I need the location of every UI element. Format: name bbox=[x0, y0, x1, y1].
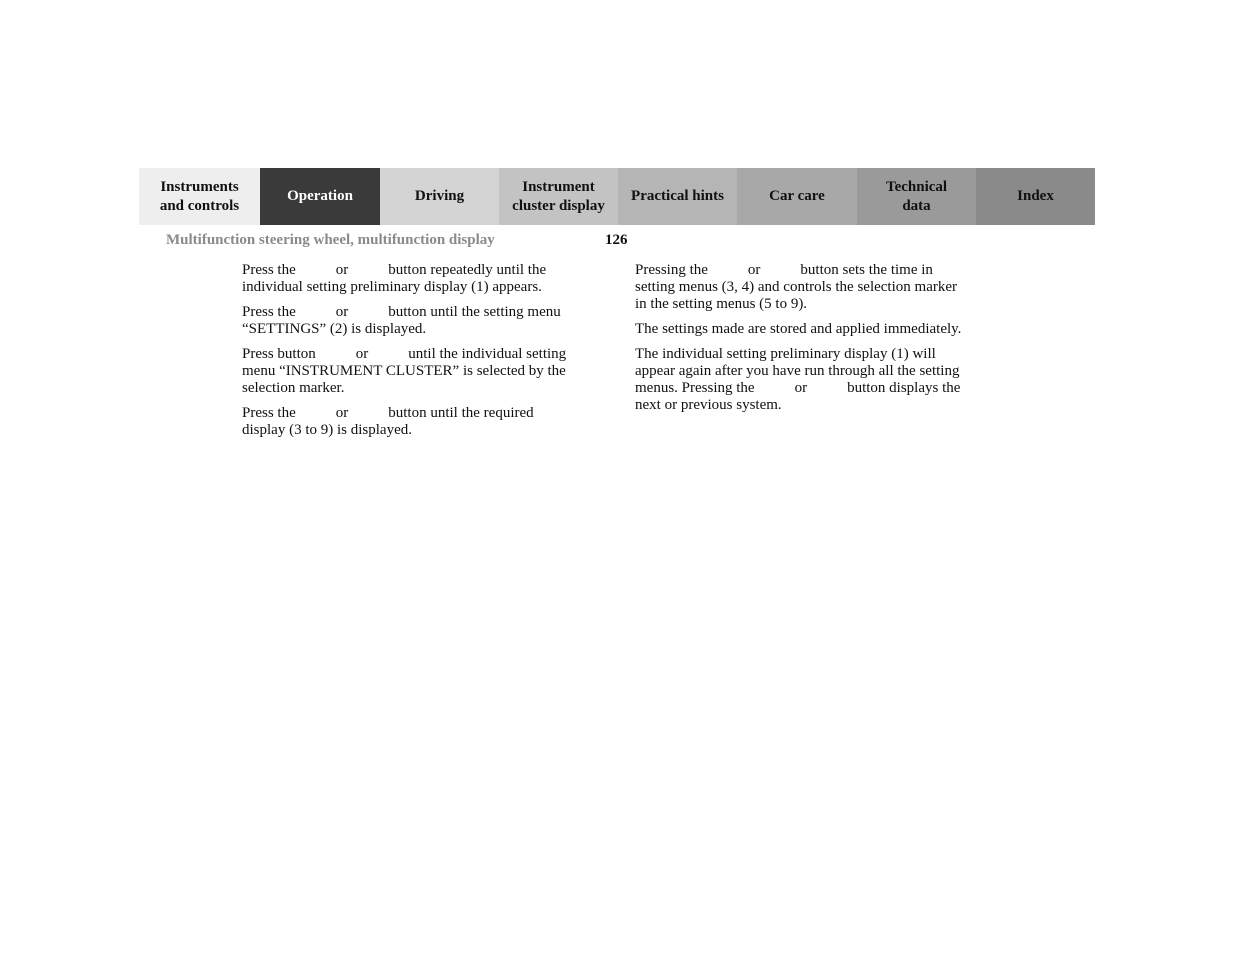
tab-practical-hints[interactable] bbox=[618, 168, 737, 225]
text-fragment: or bbox=[335, 405, 349, 421]
text-fragment: Press the bbox=[242, 405, 296, 421]
tab-label: Instruments and controls bbox=[159, 178, 240, 214]
text-line: display (3 to 9) is displayed. bbox=[242, 422, 412, 438]
text-fragment: button displays the bbox=[847, 380, 961, 396]
text-line: The individual setting preliminary display (1) will bbox=[635, 346, 936, 362]
text-line: individual setting preliminary display (1) appears. bbox=[242, 279, 542, 295]
text-line: in the setting menus (5 to 9). bbox=[635, 296, 808, 312]
instruction-paragraph bbox=[242, 304, 598, 338]
tab-label: Technical data bbox=[885, 178, 948, 214]
text-fragment: Pressing the bbox=[635, 262, 708, 278]
text-fragment: until the individual setting bbox=[408, 346, 567, 362]
text-fragment: menus. Pressing the bbox=[635, 380, 755, 396]
instruction-paragraph bbox=[635, 262, 991, 313]
section-title: Multifunction steering wheel, multifunction display bbox=[166, 232, 495, 248]
left-column bbox=[242, 262, 598, 447]
text-line: “SETTINGS” (2) is displayed. bbox=[242, 321, 427, 337]
text-fragment: button repeatedly until the bbox=[388, 262, 547, 278]
tab-label: Practical hints bbox=[631, 188, 724, 204]
text-fragment: button until the required bbox=[388, 405, 534, 421]
instruction-paragraph bbox=[635, 321, 991, 338]
instruction-paragraph bbox=[242, 346, 598, 397]
tab-technical-data[interactable] bbox=[857, 168, 976, 225]
text-line bbox=[242, 405, 598, 422]
text-line bbox=[242, 262, 598, 279]
instruction-paragraph bbox=[242, 405, 598, 439]
text-line bbox=[635, 380, 991, 397]
text-line bbox=[242, 304, 598, 321]
text-fragment: or bbox=[335, 262, 349, 278]
tab-label: Driving bbox=[414, 188, 465, 204]
tab-label: Index bbox=[1017, 188, 1054, 204]
chapter-tab-bar bbox=[139, 168, 1095, 225]
text-line: setting menus (3, 4) and controls the selection marker bbox=[635, 279, 957, 295]
text-line bbox=[635, 262, 991, 279]
instruction-paragraph bbox=[635, 346, 991, 414]
tab-label: Instrument cluster display bbox=[512, 178, 605, 214]
tab-driving[interactable] bbox=[380, 168, 499, 225]
tab-label: Operation bbox=[287, 188, 353, 204]
text-fragment: Press the bbox=[242, 262, 296, 278]
instruction-paragraph bbox=[242, 262, 598, 296]
text-line: appear again after you have run through all the setting bbox=[635, 363, 960, 379]
text-fragment: Press button bbox=[242, 346, 316, 362]
tab-label: Car care bbox=[769, 188, 825, 204]
tab-car-care[interactable] bbox=[737, 168, 857, 225]
text-line: The settings made are stored and applied immediately. bbox=[635, 321, 962, 337]
text-line: next or previous system. bbox=[635, 397, 782, 413]
right-column bbox=[635, 262, 991, 422]
text-fragment: or bbox=[747, 262, 761, 278]
tab-instrument-cluster-display[interactable] bbox=[499, 168, 618, 225]
text-fragment: Press the bbox=[242, 304, 296, 320]
page-number: 126 bbox=[605, 232, 628, 248]
text-line bbox=[242, 346, 598, 363]
text-line: menu “INSTRUMENT CLUSTER” is selected by the bbox=[242, 363, 566, 379]
text-fragment: or bbox=[335, 304, 349, 320]
tab-instruments-and-controls[interactable] bbox=[139, 168, 260, 225]
text-fragment: button until the setting menu bbox=[388, 304, 561, 320]
text-fragment: or bbox=[794, 380, 808, 396]
tab-operation[interactable] bbox=[260, 168, 380, 225]
text-line: selection marker. bbox=[242, 380, 345, 396]
text-fragment: or bbox=[355, 346, 369, 362]
tab-index[interactable] bbox=[976, 168, 1095, 225]
text-fragment: button sets the time in bbox=[800, 262, 933, 278]
